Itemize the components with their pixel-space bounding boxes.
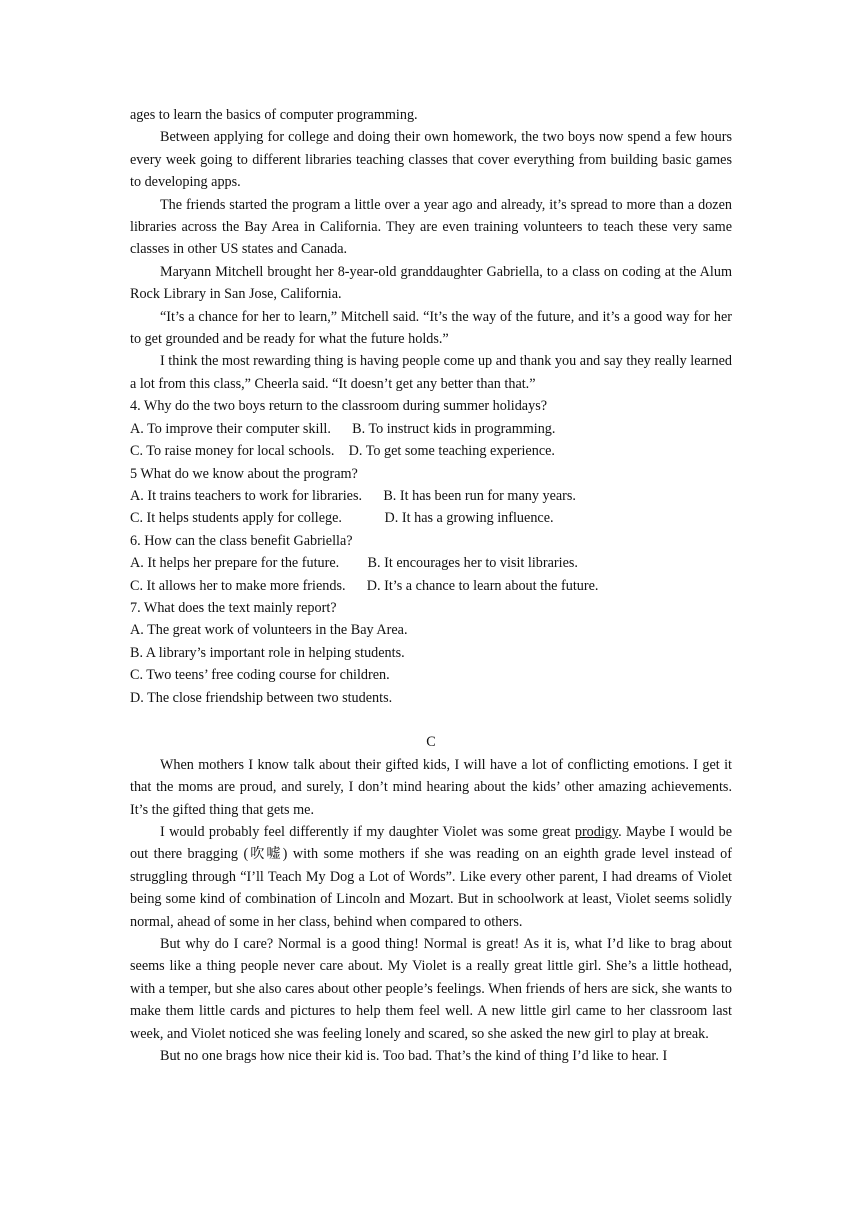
passage-c-paragraph-2 [130,821,732,933]
passage-c-heading: C [426,734,436,751]
question-6-options-ab: A. It helps her prepare for the future. B. It encourages her to visit libraries. [130,555,578,572]
passage-c-paragraph-1: When mothers I know talk about their gifted kids, I will have a lot of conflicting emotions. I get it that the moms are proud, and surely, I don’t mind hearing about the kids’ other amazing achievements. It’s the gifted thing that gets me. [130,756,732,818]
passage-c-paragraph-3: But why do I care? Normal is a good thing! Normal is great! As it is, what I’d like to brag about seems like a thing people never care about. My Violet is a really great little girl. She’s a little hothead, with a temper, but she also cares about other people’s feelings. When friends of hers are sick, she wants to make them little cards and pictures to help them feel well. A new little girl came to her classroom last week, and Violet noticed she was feeling lonely and scared, so she asked the new girl to play at break. [130,936,732,1042]
passage-b-paragraph-1: Between applying for college and doing their own homework, the two boys now spend a few hours every week going to different libraries teaching classes that cover everything from building basic games to developing apps. [130,129,732,191]
question-4-options-cd: C. To raise money for local schools. D. To get some teaching experience. [130,443,555,460]
passage-b-paragraph-5: I think the most rewarding thing is having people come up and thank you and say they really learned a lot from this class,” Cheerla said. “It doesn’t get any better than that.” [130,353,732,392]
passage-b-paragraph-2: The friends started the program a little over a year ago and already, it’s spread to more than a dozen libraries across the Bay Area in California. They are even training volunteers to teach these very same classes in other US states and Canada. [130,196,732,258]
question-7: 7. What does the text mainly report? [130,599,337,616]
question-7-option-b: B. A library’s important role in helping students. [130,644,405,661]
question-7-option-c: C. Two teens’ free coding course for children. [130,667,390,684]
passage-c-paragraph-2-start: I would probably feel differently if my daughter Violet was some great [160,823,575,840]
passage-c-paragraph-4: But no one brags how nice their kid is. Too bad. That’s the kind of thing I’d like to hear. I [160,1048,668,1065]
question-4-options-ab: A. To improve their computer skill. B. To instruct kids in programming. [130,420,556,437]
document-page [130,104,732,1067]
passage-b-paragraph-3: Maryann Mitchell brought her 8-year-old granddaughter Gabriella, to a class on coding at the Alum Rock Library in San Jose, California. [130,263,732,303]
question-6-options-cd: C. It allows her to make more friends. D. It’s a chance to learn about the future. [130,577,599,594]
question-5: 5 What do we know about the program? [130,465,358,482]
question-5-options-ab: A. It trains teachers to work for libraries. B. It has been run for many years. [130,487,576,504]
section-spacer [130,709,732,731]
question-6: 6. How can the class benefit Gabriella? [130,532,353,549]
question-7-option-d: D. The close friendship between two students. [130,689,393,706]
question-5-options-cd: C. It helps students apply for college. D. It has a growing influence. [130,510,554,527]
question-4: 4. Why do the two boys return to the classroom during summer holidays? [130,398,548,415]
question-7-option-a: A. The great work of volunteers in the Bay Area. [130,622,408,639]
passage-b-paragraph-0: ages to learn the basics of computer programming. [130,107,418,123]
passage-b-paragraph-4: “It’s a chance for her to learn,” Mitchell said. “It’s the way of the future, and it’s a good way for her to get grounded and be ready for what the future holds.” [130,308,732,348]
passage-c-paragraph-2-rest: . Maybe I would be out there bragging (吹嘘) with some mothers if she was reading on an eighth grade level instead of struggling through “I’ll Teach My Dog a Lot of Words”. Like every other parent, I had dreams of Violet being some kind of combination of Lincoln and Mozart. But in schoolwork at least, Violet seems solidly normal, ahead of some in her class, behind when compared to others. [130,823,733,930]
underlined-word-prodigy: prodigy [574,823,619,840]
